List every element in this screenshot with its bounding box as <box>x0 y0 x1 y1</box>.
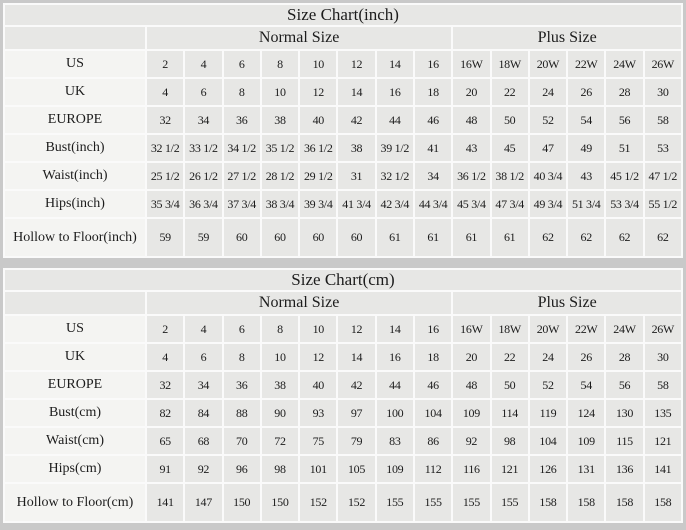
size-value-cell: 36 <box>224 372 260 398</box>
size-value-cell: 25 1/2 <box>147 163 183 189</box>
size-value-cell: 40 3/4 <box>530 163 566 189</box>
size-value-cell: 55 1/2 <box>645 191 681 217</box>
size-value-cell: 75 <box>300 428 336 454</box>
size-value-cell: 121 <box>492 456 528 482</box>
column-group-row <box>5 27 681 49</box>
size-value-cell: 121 <box>645 428 681 454</box>
size-value-cell: 26 <box>568 344 604 370</box>
size-value-cell: 115 <box>606 428 642 454</box>
size-value-cell: 4 <box>185 51 221 77</box>
size-value-cell: 60 <box>262 219 298 256</box>
size-value-cell: 150 <box>224 484 260 521</box>
table-title: Size Chart(inch) <box>5 5 681 25</box>
size-value-cell: 14 <box>377 51 413 77</box>
table-row <box>5 400 681 426</box>
size-value-cell: 51 <box>606 135 642 161</box>
row-label: UK <box>5 79 145 105</box>
table-row <box>5 107 681 133</box>
table-row <box>5 428 681 454</box>
size-value-cell: 22W <box>568 316 604 342</box>
size-value-cell: 92 <box>185 456 221 482</box>
size-value-cell: 45 3/4 <box>453 191 489 217</box>
size-value-cell: 158 <box>645 484 681 521</box>
size-value-cell: 27 1/2 <box>224 163 260 189</box>
size-value-cell: 45 <box>492 135 528 161</box>
plus-size-group-header: Plus Size <box>453 292 681 314</box>
size-value-cell: 28 <box>606 79 642 105</box>
size-value-cell: 93 <box>300 400 336 426</box>
size-value-cell: 60 <box>224 219 260 256</box>
size-value-cell: 141 <box>147 484 183 521</box>
size-value-cell: 22 <box>492 344 528 370</box>
table-row <box>5 484 681 521</box>
size-value-cell: 116 <box>453 456 489 482</box>
table-row <box>5 456 681 482</box>
size-value-cell: 24W <box>606 51 642 77</box>
size-value-cell: 24W <box>606 316 642 342</box>
size-value-cell: 34 <box>185 372 221 398</box>
table-title-row <box>5 270 681 290</box>
size-value-cell: 36 <box>224 107 260 133</box>
size-value-cell: 155 <box>492 484 528 521</box>
table-row <box>5 51 681 77</box>
size-value-cell: 2 <box>147 316 183 342</box>
size-value-cell: 109 <box>377 456 413 482</box>
size-value-cell: 26W <box>645 316 681 342</box>
size-value-cell: 24 <box>530 344 566 370</box>
table-row <box>5 135 681 161</box>
size-value-cell: 26 1/2 <box>185 163 221 189</box>
size-value-cell: 52 <box>530 372 566 398</box>
size-value-cell: 41 <box>415 135 451 161</box>
size-value-cell: 46 <box>415 107 451 133</box>
size-value-cell: 88 <box>224 400 260 426</box>
size-value-cell: 126 <box>530 456 566 482</box>
row-label: Hips(inch) <box>5 191 145 217</box>
size-value-cell: 8 <box>262 316 298 342</box>
size-value-cell: 29 1/2 <box>300 163 336 189</box>
size-value-cell: 98 <box>492 428 528 454</box>
size-value-cell: 61 <box>492 219 528 256</box>
size-value-cell: 59 <box>147 219 183 256</box>
size-value-cell: 97 <box>338 400 374 426</box>
size-value-cell: 72 <box>262 428 298 454</box>
size-value-cell: 44 <box>377 372 413 398</box>
size-value-cell: 45 1/2 <box>606 163 642 189</box>
size-chart-cm-table <box>3 268 683 523</box>
size-value-cell: 47 <box>530 135 566 161</box>
size-value-cell: 18W <box>492 51 528 77</box>
size-value-cell: 44 3/4 <box>415 191 451 217</box>
size-value-cell: 18 <box>415 79 451 105</box>
size-value-cell: 16 <box>377 79 413 105</box>
size-value-cell: 41 3/4 <box>338 191 374 217</box>
size-value-cell: 82 <box>147 400 183 426</box>
size-value-cell: 36 3/4 <box>185 191 221 217</box>
size-value-cell: 47 3/4 <box>492 191 528 217</box>
size-value-cell: 8 <box>224 79 260 105</box>
size-value-cell: 158 <box>568 484 604 521</box>
size-value-cell: 54 <box>568 107 604 133</box>
size-value-cell: 40 <box>300 107 336 133</box>
row-label: UK <box>5 344 145 370</box>
size-value-cell: 35 1/2 <box>262 135 298 161</box>
size-value-cell: 20W <box>530 51 566 77</box>
size-value-cell: 42 <box>338 107 374 133</box>
size-value-cell: 20 <box>453 344 489 370</box>
size-value-cell: 91 <box>147 456 183 482</box>
size-value-cell: 92 <box>453 428 489 454</box>
size-value-cell: 141 <box>645 456 681 482</box>
size-value-cell: 96 <box>224 456 260 482</box>
size-value-cell: 60 <box>338 219 374 256</box>
size-value-cell: 38 3/4 <box>262 191 298 217</box>
size-value-cell: 150 <box>262 484 298 521</box>
normal-size-group-header: Normal Size <box>147 27 451 49</box>
size-value-cell: 38 1/2 <box>492 163 528 189</box>
size-value-cell: 50 <box>492 107 528 133</box>
row-label: Bust(cm) <box>5 400 145 426</box>
size-value-cell: 100 <box>377 400 413 426</box>
size-value-cell: 14 <box>338 79 374 105</box>
size-value-cell: 136 <box>606 456 642 482</box>
size-value-cell: 79 <box>338 428 374 454</box>
size-value-cell: 24 <box>530 79 566 105</box>
table-body <box>5 51 681 256</box>
size-value-cell: 16W <box>453 316 489 342</box>
size-value-cell: 152 <box>300 484 336 521</box>
table-row <box>5 191 681 217</box>
size-value-cell: 84 <box>185 400 221 426</box>
size-value-cell: 14 <box>338 344 374 370</box>
size-value-cell: 62 <box>568 219 604 256</box>
size-value-cell: 124 <box>568 400 604 426</box>
size-value-cell: 16 <box>415 316 451 342</box>
size-value-cell: 2 <box>147 51 183 77</box>
size-value-cell: 105 <box>338 456 374 482</box>
size-value-cell: 147 <box>185 484 221 521</box>
size-value-cell: 119 <box>530 400 566 426</box>
size-value-cell: 33 1/2 <box>185 135 221 161</box>
size-value-cell: 10 <box>262 79 298 105</box>
row-label: EUROPE <box>5 107 145 133</box>
size-value-cell: 38 <box>338 135 374 161</box>
size-value-cell: 12 <box>338 51 374 77</box>
size-value-cell: 34 1/2 <box>224 135 260 161</box>
table-row <box>5 163 681 189</box>
size-value-cell: 28 <box>606 344 642 370</box>
size-value-cell: 12 <box>300 79 336 105</box>
size-value-cell: 104 <box>415 400 451 426</box>
size-value-cell: 39 1/2 <box>377 135 413 161</box>
size-value-cell: 70 <box>224 428 260 454</box>
size-value-cell: 26 <box>568 79 604 105</box>
size-value-cell: 158 <box>606 484 642 521</box>
size-value-cell: 4 <box>147 79 183 105</box>
size-value-cell: 54 <box>568 372 604 398</box>
size-value-cell: 4 <box>185 316 221 342</box>
size-value-cell: 50 <box>492 372 528 398</box>
size-value-cell: 36 1/2 <box>300 135 336 161</box>
size-value-cell: 16W <box>453 51 489 77</box>
size-value-cell: 6 <box>224 316 260 342</box>
size-value-cell: 18W <box>492 316 528 342</box>
size-value-cell: 42 3/4 <box>377 191 413 217</box>
size-value-cell: 130 <box>606 400 642 426</box>
size-value-cell: 8 <box>224 344 260 370</box>
size-value-cell: 61 <box>415 219 451 256</box>
column-group-row <box>5 292 681 314</box>
size-value-cell: 30 <box>645 79 681 105</box>
size-value-cell: 56 <box>606 107 642 133</box>
size-value-cell: 18 <box>415 344 451 370</box>
size-value-cell: 20W <box>530 316 566 342</box>
size-value-cell: 16 <box>377 344 413 370</box>
size-value-cell: 32 1/2 <box>147 135 183 161</box>
size-value-cell: 86 <box>415 428 451 454</box>
size-value-cell: 14 <box>377 316 413 342</box>
size-value-cell: 104 <box>530 428 566 454</box>
size-value-cell: 58 <box>645 372 681 398</box>
size-value-cell: 32 <box>147 107 183 133</box>
size-value-cell: 90 <box>262 400 298 426</box>
size-value-cell: 43 <box>568 163 604 189</box>
size-value-cell: 10 <box>300 51 336 77</box>
size-value-cell: 38 <box>262 107 298 133</box>
row-label: US <box>5 316 145 342</box>
size-value-cell: 31 <box>338 163 374 189</box>
size-value-cell: 53 <box>645 135 681 161</box>
size-value-cell: 8 <box>262 51 298 77</box>
size-value-cell: 48 <box>453 107 489 133</box>
size-value-cell: 36 1/2 <box>453 163 489 189</box>
size-value-cell: 16 <box>415 51 451 77</box>
size-value-cell: 42 <box>338 372 374 398</box>
size-value-cell: 34 <box>415 163 451 189</box>
table-row <box>5 316 681 342</box>
size-value-cell: 135 <box>645 400 681 426</box>
size-value-cell: 131 <box>568 456 604 482</box>
size-value-cell: 109 <box>453 400 489 426</box>
size-value-cell: 26W <box>645 51 681 77</box>
size-value-cell: 158 <box>530 484 566 521</box>
table-row <box>5 79 681 105</box>
size-value-cell: 109 <box>568 428 604 454</box>
size-value-cell: 65 <box>147 428 183 454</box>
size-value-cell: 83 <box>377 428 413 454</box>
table-title-row <box>5 5 681 25</box>
size-value-cell: 59 <box>185 219 221 256</box>
size-value-cell: 12 <box>300 344 336 370</box>
size-value-cell: 10 <box>300 316 336 342</box>
size-value-cell: 46 <box>415 372 451 398</box>
size-value-cell: 56 <box>606 372 642 398</box>
size-value-cell: 35 3/4 <box>147 191 183 217</box>
size-value-cell: 62 <box>645 219 681 256</box>
size-value-cell: 68 <box>185 428 221 454</box>
table-row <box>5 372 681 398</box>
row-label: Hollow to Floor(cm) <box>5 484 145 521</box>
size-value-cell: 32 1/2 <box>377 163 413 189</box>
size-value-cell: 34 <box>185 107 221 133</box>
size-value-cell: 62 <box>530 219 566 256</box>
size-value-cell: 43 <box>453 135 489 161</box>
size-value-cell: 155 <box>453 484 489 521</box>
size-value-cell: 98 <box>262 456 298 482</box>
size-value-cell: 155 <box>415 484 451 521</box>
size-value-cell: 101 <box>300 456 336 482</box>
table-row <box>5 219 681 256</box>
plus-size-group-header: Plus Size <box>453 27 681 49</box>
table-title: Size Chart(cm) <box>5 270 681 290</box>
corner-cell <box>5 27 145 49</box>
size-value-cell: 60 <box>300 219 336 256</box>
size-value-cell: 4 <box>147 344 183 370</box>
size-value-cell: 152 <box>338 484 374 521</box>
size-value-cell: 58 <box>645 107 681 133</box>
normal-size-group-header: Normal Size <box>147 292 451 314</box>
row-label: US <box>5 51 145 77</box>
row-label: EUROPE <box>5 372 145 398</box>
size-value-cell: 48 <box>453 372 489 398</box>
size-value-cell: 52 <box>530 107 566 133</box>
size-value-cell: 114 <box>492 400 528 426</box>
size-value-cell: 22 <box>492 79 528 105</box>
size-value-cell: 32 <box>147 372 183 398</box>
size-value-cell: 53 3/4 <box>606 191 642 217</box>
size-value-cell: 6 <box>185 344 221 370</box>
table-row <box>5 344 681 370</box>
size-value-cell: 28 1/2 <box>262 163 298 189</box>
size-value-cell: 37 3/4 <box>224 191 260 217</box>
size-value-cell: 61 <box>377 219 413 256</box>
row-label: Bust(inch) <box>5 135 145 161</box>
row-label: Waist(cm) <box>5 428 145 454</box>
size-value-cell: 30 <box>645 344 681 370</box>
size-value-cell: 6 <box>224 51 260 77</box>
corner-cell <box>5 292 145 314</box>
size-value-cell: 39 3/4 <box>300 191 336 217</box>
size-value-cell: 44 <box>377 107 413 133</box>
size-value-cell: 6 <box>185 79 221 105</box>
size-value-cell: 40 <box>300 372 336 398</box>
size-value-cell: 49 3/4 <box>530 191 566 217</box>
row-label: Hips(cm) <box>5 456 145 482</box>
size-value-cell: 62 <box>606 219 642 256</box>
size-chart-inch-table <box>3 3 683 258</box>
row-label: Waist(inch) <box>5 163 145 189</box>
size-value-cell: 22W <box>568 51 604 77</box>
size-value-cell: 49 <box>568 135 604 161</box>
size-value-cell: 20 <box>453 79 489 105</box>
size-value-cell: 112 <box>415 456 451 482</box>
size-value-cell: 10 <box>262 344 298 370</box>
size-value-cell: 61 <box>453 219 489 256</box>
size-value-cell: 12 <box>338 316 374 342</box>
size-value-cell: 38 <box>262 372 298 398</box>
row-label: Hollow to Floor(inch) <box>5 219 145 256</box>
size-value-cell: 155 <box>377 484 413 521</box>
table-body <box>5 316 681 521</box>
size-value-cell: 47 1/2 <box>645 163 681 189</box>
size-value-cell: 51 3/4 <box>568 191 604 217</box>
